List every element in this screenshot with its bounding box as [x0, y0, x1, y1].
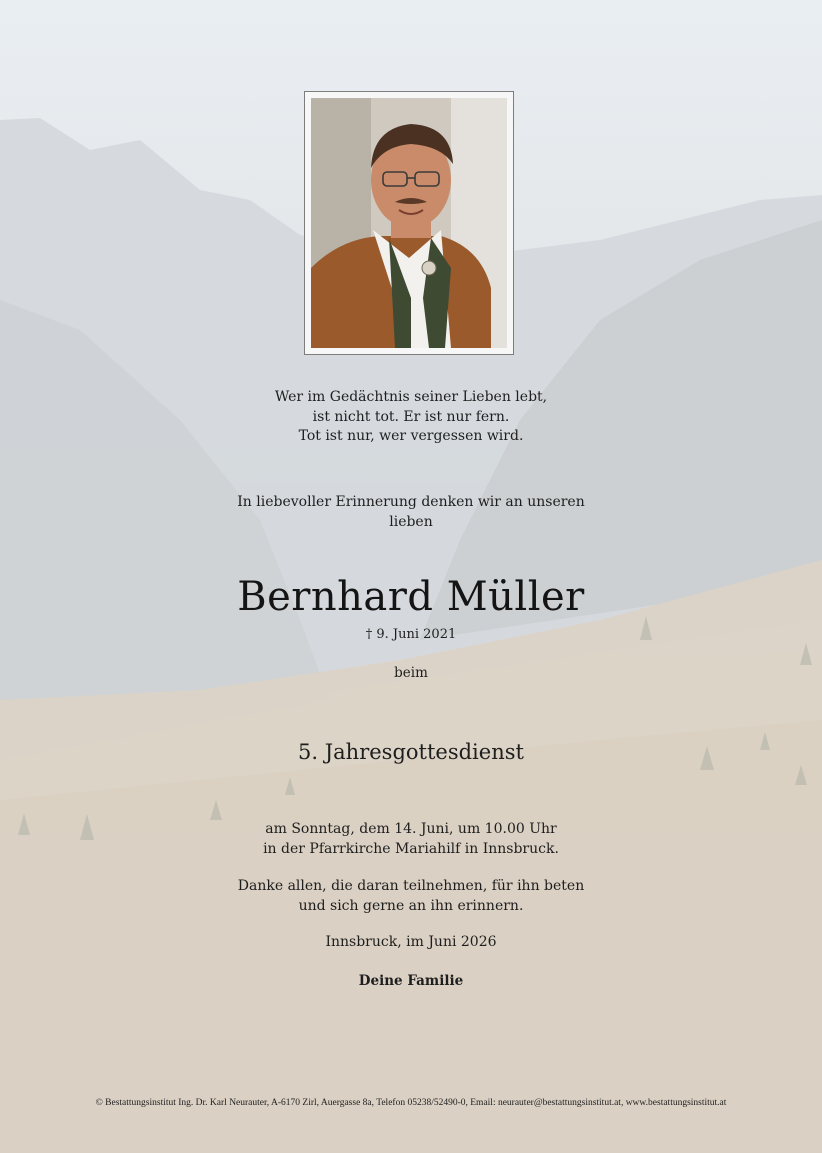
memorial-quote [0, 388, 822, 447]
thanks-line: und sich gerne an ihn erinnern. [298, 897, 524, 914]
thanks-text [0, 877, 822, 916]
death-date: † 9. Juni 2021 [365, 627, 457, 642]
portrait-photo-frame [304, 91, 514, 355]
service-line: in der Pfarrkirche Mariahilf in Innsbruck. [263, 840, 559, 857]
service-details [0, 820, 822, 859]
portrait-photo [311, 98, 507, 348]
event-title: 5. Jahresgottesdienst [298, 740, 524, 764]
connector-text: beim [394, 665, 428, 681]
quote-line: ist nicht tot. Er ist nur fern. [312, 408, 510, 425]
footer-credit: © Bestattungsinstitut Ing. Dr. Karl Neurauter, A-6170 Zirl, Auergasse 8a, Telefon 05238/52490-0, Email: neurauter@bestattungsinstitut.at, www.bestattungsinstitut.at [95, 1098, 727, 1108]
intro-line: In liebevoller Erinnerung denken wir an unseren [237, 494, 585, 510]
intro-text [0, 493, 822, 532]
deceased-name: Bernhard Müller [237, 574, 585, 620]
service-line: am Sonntag, dem 14. Juni, um 10.00 Uhr [265, 821, 557, 837]
intro-line: lieben [389, 513, 433, 530]
family-signature: Deine Familie [358, 973, 464, 989]
quote-line: Wer im Gedächtnis seiner Lieben lebt, [274, 389, 548, 405]
place-date: Innsbruck, im Juni 2026 [325, 934, 497, 950]
thanks-line: Danke allen, die daran teilnehmen, für ihn beten [237, 878, 585, 894]
quote-line: Tot ist nur, wer vergessen wird. [298, 428, 524, 444]
